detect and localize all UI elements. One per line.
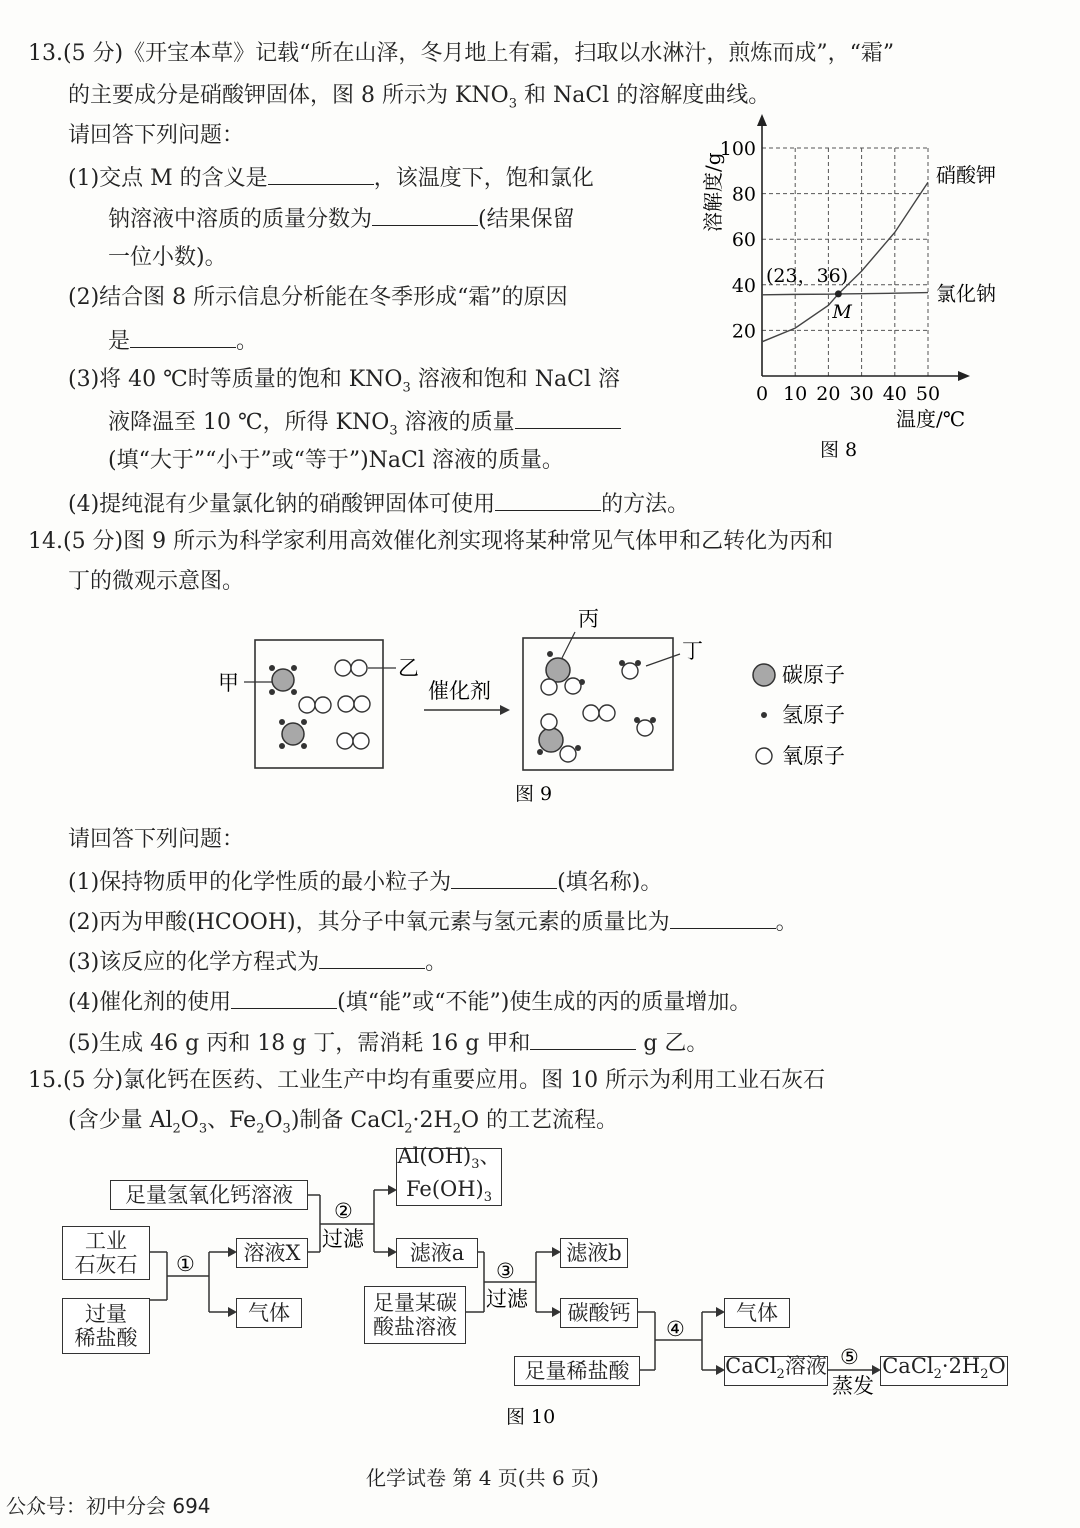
box-hcl-excess: 足量稀盐酸 <box>514 1356 640 1386</box>
ding-molecule-2 <box>634 717 656 736</box>
x-axis-arrow <box>958 371 970 381</box>
legend-hydrogen: 氢原子 <box>782 703 845 727</box>
legend <box>753 663 845 768</box>
step-3-label: ③ <box>496 1259 515 1283</box>
q13-part3-line2: 液降温至 10 ℃，所得 $KNO_3$ 溶液的质量 <box>108 406 621 445</box>
q15-line2: (含少量 $Al_2O_3$、$Fe_2O_3$)制备 $CaCl_2\cdot 2H_2O$ 的工艺流程。 <box>68 1108 619 1137</box>
bing-molecule <box>541 651 585 695</box>
box-dilute-hcl: 过量 稀盐酸 <box>62 1298 150 1354</box>
step-5-label: ⑤ <box>840 1345 859 1369</box>
q13-part1-line2: 钠溶液中溶质的质量分数为 (结果保留 <box>108 203 575 234</box>
q14-part1: (1)保持物质甲的化学性质的最小粒子为 (填名称)。 <box>68 866 662 897</box>
q14-blank-5[interactable] <box>530 1027 636 1050</box>
box-carbonate-solution: 足量某碳 酸盐溶液 <box>364 1286 466 1344</box>
label-bing: 丙 <box>578 607 599 631</box>
box-caoh2-solution: 足量氢氧化钙溶液 <box>110 1180 308 1210</box>
page-footer: 化学试卷 第 4 页(共 6 页) <box>366 1466 599 1490</box>
leftover-o2 <box>583 705 615 721</box>
q14-blank-2[interactable] <box>670 906 776 929</box>
box-solution-x: 溶液X <box>236 1238 308 1268</box>
q13-blank-1[interactable] <box>268 162 374 185</box>
jia-molecule-2 <box>279 719 307 749</box>
step-2-label: ② <box>334 1199 353 1223</box>
q13-prompt: 请回答下列问题： <box>68 123 245 148</box>
figure-8-chart <box>690 112 1020 462</box>
series-label-kno3: 硝酸钾 <box>936 163 996 188</box>
legend-carbon: 碳原子 <box>782 663 845 687</box>
q14-prompt: 请回答下列问题： <box>68 827 245 852</box>
figure-10-caption: 图 10 <box>506 1406 556 1428</box>
q14-part3: (3)该反应的化学方程式为 。 <box>68 946 447 977</box>
box-hydroxides: $Al(OH)_3$、 $Fe(OH)_3$ <box>397 1143 501 1206</box>
label-yi: 乙 <box>398 656 419 680</box>
step-4-label: ④ <box>666 1317 685 1341</box>
filter-2-label: 过滤 <box>322 1227 364 1251</box>
x-tick-label: 0 <box>755 383 769 405</box>
legend-hydrogen-icon <box>761 712 767 718</box>
q14-part5: (5)生成 46 g 丙和 18 g 丁，需消耗 16 g 甲和 g 乙。 <box>68 1027 708 1058</box>
x-tick-label: 20 <box>816 383 841 405</box>
box-gas-1: 气体 <box>236 1298 302 1328</box>
q13-blank-5[interactable] <box>495 488 601 511</box>
filter-3-label: 过滤 <box>486 1287 528 1311</box>
point-m-label: M <box>832 300 852 323</box>
q14-blank-3[interactable] <box>319 946 425 969</box>
catalyst-label: 催化剂 <box>428 679 491 703</box>
y-axis-title: 溶解度/g <box>701 152 725 232</box>
ding-molecule <box>619 660 641 679</box>
q14-blank-4[interactable] <box>231 986 337 1009</box>
x-tick-label: 50 <box>915 383 941 405</box>
q14-part4: (4)催化剂的使用 (填“能”或“不能”)使生成的丙的质量增加。 <box>68 986 751 1017</box>
box-filtrate-b: 滤液b <box>560 1238 628 1268</box>
q13-blank-2[interactable] <box>372 203 478 226</box>
q13-part1-line3: 一位小数)。 <box>108 245 227 270</box>
y-tick-label: 100 <box>719 138 756 160</box>
legend-oxygen: 氧原子 <box>782 744 845 768</box>
q13-line1: 13.(5 分)《开宝本草》记载“所在山泽，冬月地上有霜，扫取以水淋汁，煎炼而成”，“霜” <box>28 41 895 66</box>
jia-molecule <box>269 665 297 695</box>
figure-8-caption: 图 8 <box>820 439 858 461</box>
q14-line1: 14.(5 分)图 9 所示为科学家利用高效催化剂实现将某种常见气体甲和乙转化为丙和 <box>28 529 834 554</box>
label-jia: 甲 <box>218 671 239 695</box>
point-m <box>835 290 842 297</box>
yi-molecules <box>299 660 370 749</box>
x-axis-title: 温度/℃ <box>896 407 966 431</box>
q13-part4: (4)提纯混有少量氯化钠的硝酸钾固体可使用 的方法。 <box>68 488 689 519</box>
box-product: $CaCl_2\cdot 2H_2O$ <box>880 1356 1008 1386</box>
legend-oxygen-icon <box>756 748 772 764</box>
chart-axes <box>757 114 970 381</box>
bing-molecule-2 <box>537 714 581 762</box>
point-m-coordinates: (23，36) <box>766 264 849 287</box>
series-label-nacl: 氯化钠 <box>936 281 996 306</box>
q13-line2: 的主要成分是硝酸钾固体，图 8 所示为 $KNO_3$ 和 NaCl 的溶解度曲线。 <box>68 83 771 112</box>
box-calcium-carbonate: 碳酸钙 <box>560 1298 638 1328</box>
chart-grid <box>762 148 928 376</box>
y-axis-arrow <box>757 114 767 126</box>
y-tick-label: 60 <box>731 229 756 252</box>
figure-9-diagram <box>200 600 900 815</box>
legend-carbon-icon <box>753 664 775 686</box>
figure-9-caption: 图 9 <box>515 783 553 805</box>
q13-blank-3[interactable] <box>130 325 236 348</box>
evaporate-label: 蒸发 <box>832 1374 874 1398</box>
watermark: 公众号：初中分会 694 <box>6 1494 211 1518</box>
q13-blank-4[interactable] <box>515 406 621 429</box>
q13-part3-line1: (3)将 40 ℃时等质量的饱和 $KNO_3$ 溶液和饱和 NaCl 溶 <box>68 367 620 396</box>
box-limestone: 工业 石灰石 <box>62 1226 150 1280</box>
x-tick-label: 10 <box>783 383 808 405</box>
series-line-nacl <box>762 293 928 295</box>
y-tick-label: 20 <box>731 320 756 343</box>
y-tick-label: 80 <box>731 183 756 206</box>
q15-line1: 15.(5 分)氯化钙在医药、工业生产中均有重要应用。图 10 所示为利用工业石灰石 <box>28 1068 826 1093</box>
box-cacl2-solution: CaCl$_2$溶液 <box>724 1356 828 1386</box>
q13-part2-line2: 是 。 <box>108 325 258 356</box>
q13-part1-line1: (1)交点 M 的含义是 ，该温度下，饱和氯化 <box>68 162 594 193</box>
y-tick-label: 40 <box>731 274 756 297</box>
q14-blank-1[interactable] <box>451 866 557 889</box>
box-filtrate-a: 滤液a <box>396 1238 478 1268</box>
x-tick-label: 30 <box>849 383 874 405</box>
box-gas-2: 气体 <box>724 1298 790 1328</box>
label-ding: 丁 <box>682 639 703 663</box>
step-1-label: ① <box>176 1252 195 1276</box>
q14-part2: (2)丙为甲酸(HCOOH)，其分子中氧元素与氢元素的质量比为 。 <box>68 906 798 937</box>
q14-line2: 丁的微观示意图。 <box>68 569 245 594</box>
x-tick-label: 40 <box>882 383 907 405</box>
q13-part3-line3: (填“大于”“小于”或“等于”)NaCl 溶液的质量。 <box>108 448 564 473</box>
q13-part2-line1: (2)结合图 8 所示信息分析能在冬季形成“霜”的原因 <box>68 285 568 310</box>
